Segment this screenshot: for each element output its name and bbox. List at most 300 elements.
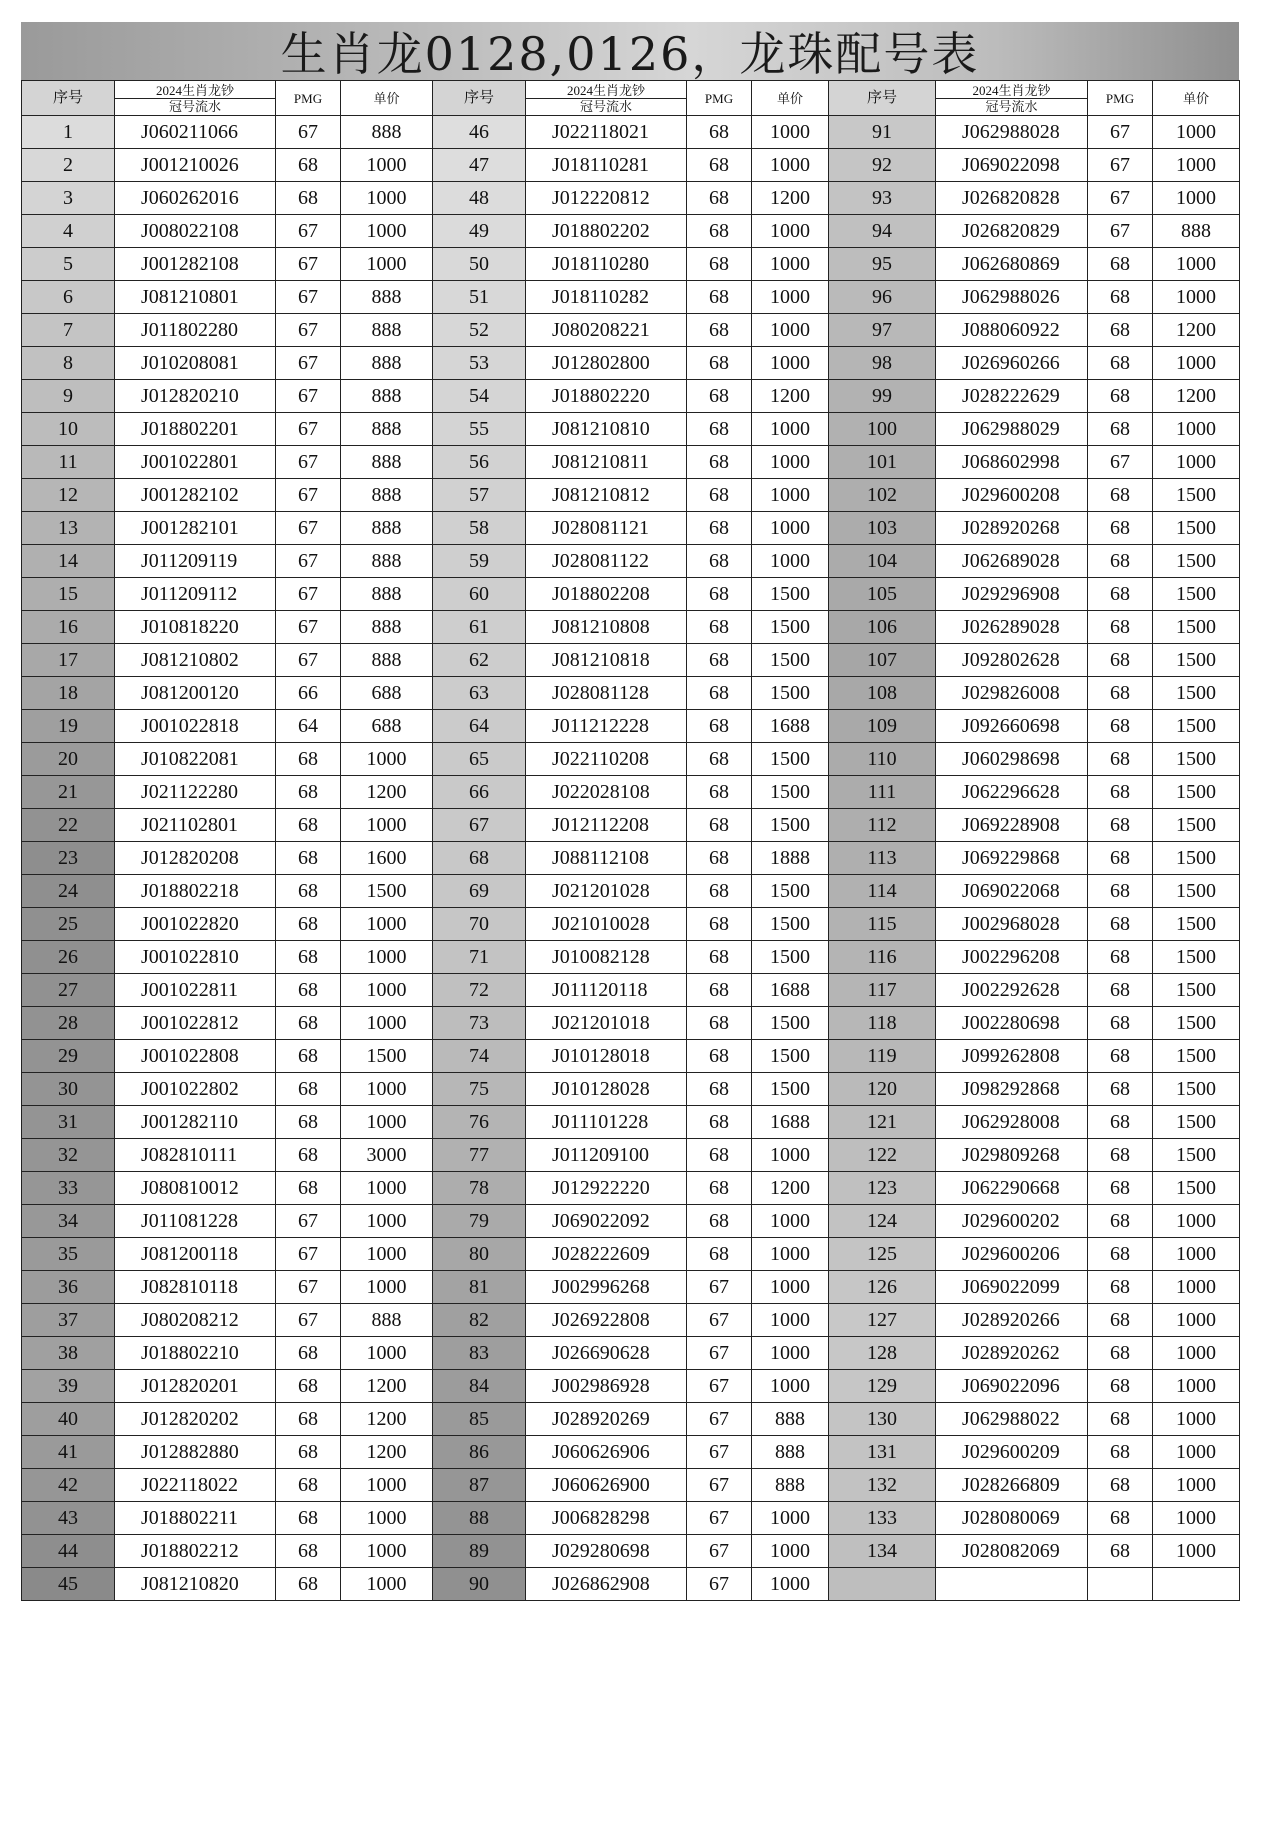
seq-cell: 106 [829, 611, 936, 644]
serial-cell: J081210818 [526, 644, 687, 677]
pmg-cell: 68 [276, 1469, 341, 1502]
price-cell: 1000 [1153, 1469, 1240, 1502]
serial-cell: J022118022 [115, 1469, 276, 1502]
serial-cell: J029600208 [936, 479, 1088, 512]
pmg-cell: 68 [1088, 1139, 1153, 1172]
seq-cell: 1 [22, 116, 115, 149]
seq-cell: 113 [829, 842, 936, 875]
pmg-cell: 68 [1088, 776, 1153, 809]
table-row [22, 512, 1240, 545]
seq-cell: 55 [433, 413, 526, 446]
seq-cell: 49 [433, 215, 526, 248]
table-row [22, 1469, 1240, 1502]
seq-cell: 75 [433, 1073, 526, 1106]
seq-cell: 45 [22, 1568, 115, 1601]
pmg-cell: 68 [687, 941, 752, 974]
seq-cell: 122 [829, 1139, 936, 1172]
pmg-cell: 68 [687, 215, 752, 248]
pmg-cell: 68 [1088, 1205, 1153, 1238]
table-row [22, 941, 1240, 974]
pmg-cell: 68 [687, 545, 752, 578]
header-series-top: 2024生肖龙钞 [566, 82, 645, 98]
pmg-cell: 67 [276, 611, 341, 644]
seq-cell: 116 [829, 941, 936, 974]
seq-cell: 126 [829, 1271, 936, 1304]
price-cell: 1888 [752, 842, 829, 875]
table-row [22, 1535, 1240, 1568]
price-cell: 1000 [752, 545, 829, 578]
seq-cell: 11 [22, 446, 115, 479]
empty-cell [1153, 1568, 1240, 1601]
pmg-cell: 68 [1088, 281, 1153, 314]
seq-cell: 59 [433, 545, 526, 578]
serial-cell: J062988029 [936, 413, 1088, 446]
seq-cell: 71 [433, 941, 526, 974]
serial-cell: J018802210 [115, 1337, 276, 1370]
serial-cell: J081210811 [526, 446, 687, 479]
seq-cell: 46 [433, 116, 526, 149]
seq-cell: 44 [22, 1535, 115, 1568]
seq-cell: 107 [829, 644, 936, 677]
pmg-cell: 68 [276, 875, 341, 908]
seq-cell: 81 [433, 1271, 526, 1304]
serial-cell: J062296628 [936, 776, 1088, 809]
price-cell: 1000 [1153, 281, 1240, 314]
price-cell: 1500 [1153, 941, 1240, 974]
pmg-cell: 67 [276, 644, 341, 677]
serial-cell: J012220812 [526, 182, 687, 215]
pmg-cell: 68 [687, 578, 752, 611]
pmg-cell: 68 [687, 1238, 752, 1271]
price-cell: 1000 [1153, 182, 1240, 215]
seq-cell: 12 [22, 479, 115, 512]
serial-number-table [21, 80, 1240, 1601]
header-seq: 序号 [22, 81, 115, 116]
table-row [22, 1403, 1240, 1436]
pmg-cell: 67 [687, 1502, 752, 1535]
pmg-cell: 68 [1088, 1502, 1153, 1535]
seq-cell: 65 [433, 743, 526, 776]
price-cell: 1000 [1153, 1238, 1240, 1271]
seq-cell: 133 [829, 1502, 936, 1535]
table-row [22, 743, 1240, 776]
price-cell: 1500 [752, 611, 829, 644]
seq-cell: 125 [829, 1238, 936, 1271]
table-row [22, 1304, 1240, 1337]
table-row [22, 1568, 1240, 1601]
pmg-cell: 68 [687, 380, 752, 413]
price-cell: 888 [752, 1403, 829, 1436]
serial-cell: J026690628 [526, 1337, 687, 1370]
seq-cell: 20 [22, 743, 115, 776]
serial-cell: J012112208 [526, 809, 687, 842]
price-cell: 1000 [341, 974, 433, 1007]
serial-cell: J099262808 [936, 1040, 1088, 1073]
price-cell: 1000 [341, 149, 433, 182]
seq-cell: 70 [433, 908, 526, 941]
table-row [22, 314, 1240, 347]
seq-cell: 10 [22, 413, 115, 446]
price-cell: 888 [341, 116, 433, 149]
serial-cell: J029296908 [936, 578, 1088, 611]
price-cell: 1500 [752, 644, 829, 677]
seq-cell: 103 [829, 512, 936, 545]
pmg-cell: 68 [687, 611, 752, 644]
pmg-cell: 66 [276, 677, 341, 710]
serial-cell: J002296208 [936, 941, 1088, 974]
price-cell: 1500 [1153, 776, 1240, 809]
price-cell: 1000 [1153, 413, 1240, 446]
table-row [22, 611, 1240, 644]
serial-cell: J029280698 [526, 1535, 687, 1568]
table-row [22, 974, 1240, 1007]
pmg-cell: 68 [687, 677, 752, 710]
seq-cell: 31 [22, 1106, 115, 1139]
table-row [22, 644, 1240, 677]
seq-cell: 98 [829, 347, 936, 380]
price-cell: 1000 [752, 248, 829, 281]
price-cell: 1000 [1153, 1403, 1240, 1436]
pmg-cell: 67 [276, 281, 341, 314]
price-cell: 1000 [341, 908, 433, 941]
price-cell: 1000 [752, 1139, 829, 1172]
serial-cell: J001282108 [115, 248, 276, 281]
price-cell: 1000 [1153, 1436, 1240, 1469]
seq-cell: 8 [22, 347, 115, 380]
serial-cell: J010822081 [115, 743, 276, 776]
seq-cell: 94 [829, 215, 936, 248]
price-cell: 1500 [752, 776, 829, 809]
pmg-cell: 68 [1088, 1403, 1153, 1436]
seq-cell: 28 [22, 1007, 115, 1040]
pmg-cell: 68 [1088, 545, 1153, 578]
price-cell: 1500 [341, 1040, 433, 1073]
pmg-cell: 67 [1088, 215, 1153, 248]
pmg-cell: 67 [687, 1304, 752, 1337]
seq-cell: 41 [22, 1436, 115, 1469]
serial-cell: J029826008 [936, 677, 1088, 710]
serial-cell: J068602998 [936, 446, 1088, 479]
table-row [22, 1007, 1240, 1040]
pmg-cell: 68 [276, 1370, 341, 1403]
price-cell: 1500 [1153, 1007, 1240, 1040]
table-body [22, 116, 1240, 1601]
price-cell: 1000 [752, 1337, 829, 1370]
serial-cell: J081210808 [526, 611, 687, 644]
pmg-cell: 68 [1088, 644, 1153, 677]
price-cell: 1000 [752, 1304, 829, 1337]
seq-cell: 9 [22, 380, 115, 413]
serial-cell: J018802218 [115, 875, 276, 908]
pmg-cell: 68 [687, 413, 752, 446]
header-seq: 序号 [433, 81, 526, 116]
price-cell: 1500 [752, 578, 829, 611]
header-pmg: PMG [1088, 81, 1153, 116]
pmg-cell: 68 [276, 809, 341, 842]
table-row [22, 1271, 1240, 1304]
serial-cell: J018802208 [526, 578, 687, 611]
price-cell: 888 [341, 512, 433, 545]
seq-cell: 43 [22, 1502, 115, 1535]
price-cell: 1200 [341, 776, 433, 809]
seq-cell: 57 [433, 479, 526, 512]
seq-cell: 118 [829, 1007, 936, 1040]
serial-cell: J012802800 [526, 347, 687, 380]
price-cell: 1000 [1153, 248, 1240, 281]
serial-cell: J062928008 [936, 1106, 1088, 1139]
table-row [22, 1502, 1240, 1535]
seq-cell: 58 [433, 512, 526, 545]
seq-cell: 56 [433, 446, 526, 479]
seq-cell: 91 [829, 116, 936, 149]
pmg-cell: 68 [276, 1568, 341, 1601]
serial-cell: J081210820 [115, 1568, 276, 1601]
seq-cell: 85 [433, 1403, 526, 1436]
seq-cell: 120 [829, 1073, 936, 1106]
header-series [526, 81, 687, 116]
pmg-cell: 68 [1088, 1535, 1153, 1568]
serial-cell: J018110281 [526, 149, 687, 182]
seq-cell: 30 [22, 1073, 115, 1106]
price-cell: 1000 [1153, 1535, 1240, 1568]
seq-cell: 115 [829, 908, 936, 941]
seq-cell: 3 [22, 182, 115, 215]
serial-cell: J021010028 [526, 908, 687, 941]
price-cell: 1000 [341, 1502, 433, 1535]
seq-cell: 130 [829, 1403, 936, 1436]
pmg-cell: 68 [687, 182, 752, 215]
serial-cell: J001022801 [115, 446, 276, 479]
price-cell: 1500 [752, 743, 829, 776]
table-row [22, 1172, 1240, 1205]
price-cell: 688 [341, 710, 433, 743]
pmg-cell: 67 [276, 1304, 341, 1337]
seq-cell: 88 [433, 1502, 526, 1535]
serial-cell: J018802212 [115, 1535, 276, 1568]
seq-cell: 23 [22, 842, 115, 875]
pmg-cell: 68 [687, 974, 752, 1007]
table-header-row [22, 81, 1240, 116]
pmg-cell: 68 [1088, 248, 1153, 281]
pmg-cell: 68 [276, 1337, 341, 1370]
price-cell: 888 [341, 413, 433, 446]
pmg-cell: 68 [1088, 974, 1153, 1007]
serial-cell: J081210810 [526, 413, 687, 446]
pmg-cell: 68 [1088, 1436, 1153, 1469]
price-cell: 1500 [1153, 644, 1240, 677]
pmg-cell: 68 [276, 908, 341, 941]
table-row [22, 1139, 1240, 1172]
seq-cell: 132 [829, 1469, 936, 1502]
price-cell: 1000 [341, 1271, 433, 1304]
seq-cell: 87 [433, 1469, 526, 1502]
table-row [22, 842, 1240, 875]
seq-cell: 76 [433, 1106, 526, 1139]
price-cell: 1000 [341, 1205, 433, 1238]
pmg-cell: 68 [1088, 314, 1153, 347]
serial-cell: J080208221 [526, 314, 687, 347]
seq-cell: 73 [433, 1007, 526, 1040]
price-cell: 1000 [1153, 1337, 1240, 1370]
table-row [22, 1106, 1240, 1139]
table-row [22, 413, 1240, 446]
serial-cell: J012922220 [526, 1172, 687, 1205]
seq-cell: 53 [433, 347, 526, 380]
pmg-cell: 68 [1088, 1172, 1153, 1205]
pmg-cell: 67 [687, 1370, 752, 1403]
price-cell: 1500 [1153, 710, 1240, 743]
serial-cell: J060262016 [115, 182, 276, 215]
pmg-cell: 67 [276, 413, 341, 446]
serial-cell: J029600202 [936, 1205, 1088, 1238]
seq-cell: 61 [433, 611, 526, 644]
seq-cell: 96 [829, 281, 936, 314]
price-cell: 1000 [1153, 1502, 1240, 1535]
pmg-cell: 68 [1088, 512, 1153, 545]
price-cell: 1688 [752, 1106, 829, 1139]
price-cell: 1000 [341, 1073, 433, 1106]
seq-cell: 7 [22, 314, 115, 347]
serial-cell: J002996268 [526, 1271, 687, 1304]
pmg-cell: 68 [687, 512, 752, 545]
price-cell: 888 [341, 1304, 433, 1337]
seq-cell: 82 [433, 1304, 526, 1337]
price-cell: 1000 [752, 1205, 829, 1238]
serial-cell: J018110282 [526, 281, 687, 314]
pmg-cell: 67 [687, 1271, 752, 1304]
serial-cell: J088112108 [526, 842, 687, 875]
price-cell: 3000 [341, 1139, 433, 1172]
price-cell: 1000 [752, 479, 829, 512]
pmg-cell: 68 [687, 116, 752, 149]
table-row [22, 116, 1240, 149]
table-row [22, 380, 1240, 413]
pmg-cell: 68 [1088, 1073, 1153, 1106]
seq-cell: 40 [22, 1403, 115, 1436]
pmg-cell: 68 [687, 908, 752, 941]
serial-cell: J001022811 [115, 974, 276, 1007]
serial-cell: J062988022 [936, 1403, 1088, 1436]
price-cell: 1500 [1153, 875, 1240, 908]
price-cell: 1000 [752, 347, 829, 380]
pmg-cell: 68 [1088, 413, 1153, 446]
table-row [22, 1238, 1240, 1271]
price-cell: 1000 [341, 1337, 433, 1370]
price-cell: 1000 [341, 1238, 433, 1271]
seq-cell: 92 [829, 149, 936, 182]
serial-cell: J026922808 [526, 1304, 687, 1337]
seq-cell: 90 [433, 1568, 526, 1601]
price-cell: 1000 [752, 1568, 829, 1601]
pmg-cell: 68 [1088, 1007, 1153, 1040]
pmg-cell: 67 [276, 248, 341, 281]
seq-cell: 127 [829, 1304, 936, 1337]
pmg-cell: 67 [687, 1337, 752, 1370]
price-cell: 1500 [1153, 479, 1240, 512]
seq-cell: 36 [22, 1271, 115, 1304]
price-cell: 1200 [341, 1436, 433, 1469]
price-cell: 1500 [752, 809, 829, 842]
seq-cell: 42 [22, 1469, 115, 1502]
pmg-cell: 68 [276, 776, 341, 809]
serial-cell: J069022099 [936, 1271, 1088, 1304]
seq-cell: 124 [829, 1205, 936, 1238]
serial-cell: J088060922 [936, 314, 1088, 347]
price-cell: 888 [1153, 215, 1240, 248]
header-series-top: 2024生肖龙钞 [155, 82, 234, 98]
title-bar [21, 22, 1239, 80]
price-cell: 1000 [752, 413, 829, 446]
seq-cell: 26 [22, 941, 115, 974]
pmg-cell: 68 [687, 248, 752, 281]
pmg-cell: 68 [1088, 578, 1153, 611]
serial-cell: J028080069 [936, 1502, 1088, 1535]
empty-cell [829, 1568, 936, 1601]
pmg-cell: 68 [1088, 743, 1153, 776]
pmg-cell: 68 [276, 842, 341, 875]
pmg-cell: 68 [687, 1139, 752, 1172]
table-row [22, 1205, 1240, 1238]
price-cell: 1500 [1153, 1073, 1240, 1106]
pmg-cell: 68 [1088, 479, 1153, 512]
serial-cell: J062290668 [936, 1172, 1088, 1205]
pmg-cell: 68 [1088, 347, 1153, 380]
serial-cell: J081200120 [115, 677, 276, 710]
serial-cell: J069229868 [936, 842, 1088, 875]
serial-cell: J001282101 [115, 512, 276, 545]
seq-cell: 109 [829, 710, 936, 743]
pmg-cell: 68 [687, 710, 752, 743]
price-cell: 1000 [752, 1502, 829, 1535]
table-row [22, 875, 1240, 908]
serial-cell: J012820210 [115, 380, 276, 413]
seq-cell: 117 [829, 974, 936, 1007]
pmg-cell: 67 [1088, 116, 1153, 149]
serial-cell: J011802280 [115, 314, 276, 347]
seq-cell: 15 [22, 578, 115, 611]
seq-cell: 35 [22, 1238, 115, 1271]
serial-cell: J028920266 [936, 1304, 1088, 1337]
price-cell: 1688 [752, 974, 829, 1007]
seq-cell: 111 [829, 776, 936, 809]
price-cell: 1500 [1153, 842, 1240, 875]
seq-cell: 95 [829, 248, 936, 281]
serial-cell: J028081122 [526, 545, 687, 578]
pmg-cell: 68 [687, 644, 752, 677]
pmg-cell: 68 [1088, 611, 1153, 644]
serial-cell: J011209112 [115, 578, 276, 611]
price-cell: 1500 [752, 1040, 829, 1073]
price-cell: 1500 [1153, 908, 1240, 941]
serial-cell: J010128028 [526, 1073, 687, 1106]
serial-cell: J022118021 [526, 116, 687, 149]
price-cell: 1500 [752, 875, 829, 908]
serial-cell: J069022098 [936, 149, 1088, 182]
seq-cell: 131 [829, 1436, 936, 1469]
seq-cell: 18 [22, 677, 115, 710]
pmg-cell: 68 [687, 1106, 752, 1139]
serial-cell: J002292628 [936, 974, 1088, 1007]
header-series [115, 81, 276, 116]
price-cell: 888 [341, 446, 433, 479]
price-cell: 888 [341, 281, 433, 314]
seq-cell: 123 [829, 1172, 936, 1205]
seq-cell: 84 [433, 1370, 526, 1403]
price-cell: 1000 [1153, 116, 1240, 149]
seq-cell: 104 [829, 545, 936, 578]
pmg-cell: 68 [1088, 677, 1153, 710]
seq-cell: 16 [22, 611, 115, 644]
